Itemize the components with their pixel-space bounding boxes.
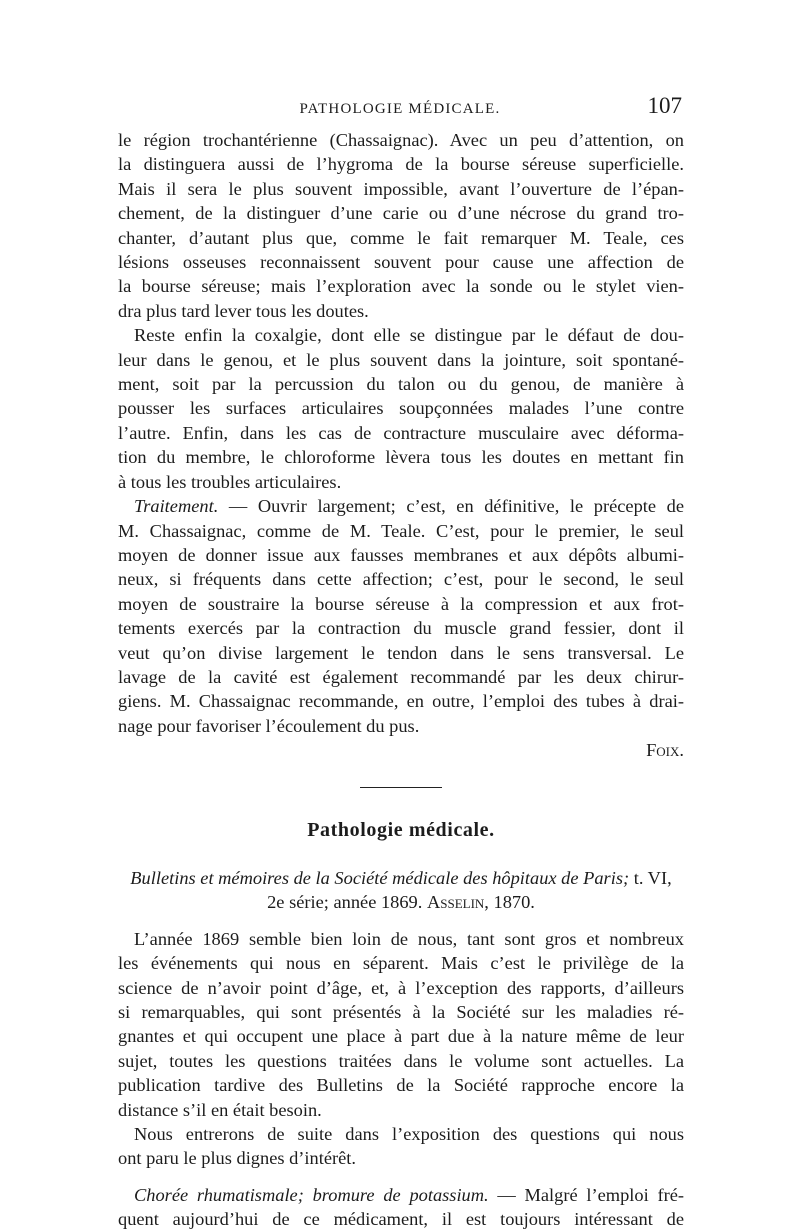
text-line: giens. M. Chassaignac recommande, en outre, l’emploi des tubes à drai- — [118, 691, 684, 712]
reference-author: Asselin — [426, 892, 485, 913]
paragraph-coxalgie — [118, 323, 684, 494]
text-line: la distinguera aussi de l’hygroma de la bourse séreuse superficielle. — [118, 154, 684, 175]
paragraph-questions — [118, 1122, 684, 1171]
text-line: si remarquables, qui sont présentés à la Société sur les maladies ré- — [118, 1002, 684, 1022]
text-line — [118, 866, 684, 890]
text-line — [118, 494, 684, 518]
text-line: neux, si fréquents dans cette affection; c’est, pour le second, le seul — [118, 569, 684, 590]
traitement-label: Traitement. — [134, 496, 219, 517]
text-line: Reste enfin la coxalgie, dont elle se distingue par le défaut de dou- — [134, 325, 684, 346]
text-line: moyen de donner issue aux fausses membranes et aux dépôts albumi- — [118, 544, 684, 565]
text-line: tements exercés par la contraction du muscle grand fessier, dont il — [118, 618, 684, 639]
text-run: , 1870. — [484, 892, 535, 913]
text-line: leur dans le genou, et le plus souvent dans la jointure, soit spontané- — [118, 349, 684, 370]
journal-title: Bulletins et mémoires de la Société médicale des hôpitaux de Paris; — [130, 867, 630, 888]
text-line: le région trochantérienne (Chassaignac). Avec un peu d’attention, on — [118, 130, 684, 150]
text-line: chement, de la distinguer d’une carie ou d’une nécrose du grand tro- — [118, 203, 684, 224]
text-line: M. Chassaignac, comme de M. Teale. C’est, pour le premier, le seul — [118, 520, 684, 541]
text-line: Mais il sera le plus souvent impossible, avant l’ouverture de l’épan- — [118, 178, 684, 199]
text-line: publication tardive des Bulletins de la Société rapproche encore la — [118, 1075, 684, 1096]
text-line: sujet, toutes les questions traitées dans le volume sont actuelles. La — [118, 1050, 684, 1071]
page-header — [118, 93, 682, 123]
section-divider — [360, 787, 442, 788]
spacer — [118, 1171, 684, 1183]
page-body — [118, 128, 684, 1232]
section-title: Pathologie médicale. — [307, 818, 495, 841]
running-title: PATHOLOGIE MÉDICALE. — [299, 101, 501, 117]
text-line: science de n’avoir point d’âge, et, à l’exception des rapports, d’ailleurs — [118, 977, 684, 998]
text-line: Nous entrerons de suite dans l’exposition des questions qui nous — [134, 1124, 684, 1145]
page-number: 107 — [647, 93, 682, 118]
spacer — [118, 915, 684, 927]
text-line — [118, 1183, 684, 1207]
text-line: la bourse séreuse; mais l’exploration avec la sonde ou le stylet vien- — [118, 276, 684, 297]
text-line — [118, 890, 684, 914]
text-line: nage pour favoriser l’écoulement du pus. — [118, 715, 420, 736]
text-line: veut qu’on divise largement le tendon dans le sens transversal. Le — [118, 642, 684, 663]
text-line: lavage de la cavité est également recommandé par les deux chirur- — [118, 666, 684, 687]
text-line: quent aujourd’hui de ce médicament, il est toujours intéressant de — [118, 1209, 684, 1230]
text-line: chanter, d’autant plus que, comme le fait remarquer M. Teale, ces — [118, 227, 684, 248]
bibliographic-reference — [118, 866, 684, 915]
choree-label: Chorée rhumatismale; bromure de potassium. — [134, 1184, 489, 1205]
text-line: l’autre. Enfin, dans les cas de contracture musculaire avec déforma- — [118, 422, 684, 443]
text-line: distance s’il en était besoin. — [118, 1099, 322, 1120]
paragraph-traitement — [118, 494, 684, 738]
text-run: — Malgré l’emploi fré- — [488, 1184, 685, 1205]
text-line: à tous les troubles articulaires. — [118, 471, 342, 492]
author-signature: Foix. — [646, 740, 684, 761]
text-line: moyen de soustraire la bourse séreuse à la compression et aux frot- — [118, 593, 684, 614]
text-line: tion du membre, le chloroforme lèvera tous les doutes en mettant fin — [118, 447, 684, 468]
text-run: — Ouvrir largement; c’est, en définitive, le précepte de — [218, 496, 684, 517]
paragraph-choree — [118, 1183, 684, 1232]
text-line: gnantes et qui occupent une place à part due à la nature même de leur — [118, 1026, 684, 1047]
text-run: t. VI, — [629, 867, 672, 888]
paragraph-differential-diagnosis — [118, 128, 684, 323]
text-run: 2e série; année 1869. — [267, 892, 427, 913]
text-line: pousser les surfaces articulaires soupçonnées malades l’une contre — [118, 398, 684, 419]
text-line: lésions osseuses reconnaissent souvent pour cause une affection de — [118, 252, 684, 273]
text-line: L’année 1869 semble bien loin de nous, tant sont gros et nombreux — [134, 928, 684, 949]
paragraph-introduction — [118, 927, 684, 1122]
text-line: ment, soit par la percussion du talon ou du genou, de manière à — [118, 374, 684, 395]
text-line: dra plus tard lever tous les doutes. — [118, 300, 369, 321]
text-line: ont paru le plus dignes d’intérêt. — [118, 1148, 357, 1169]
text-line: les événements qui nous en séparent. Mais c’est le privilège de la — [118, 953, 684, 974]
